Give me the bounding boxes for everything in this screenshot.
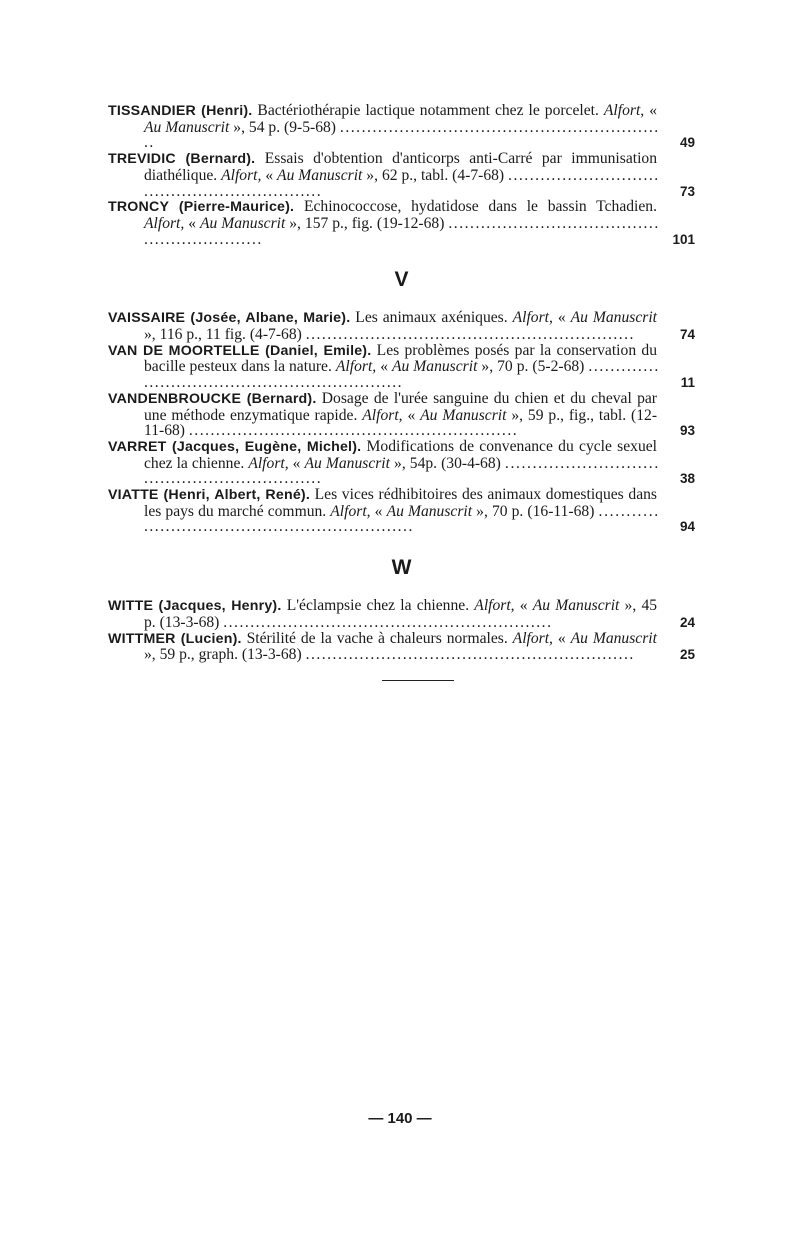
author-name: TRONCY (Pierre-Maurice). [108, 199, 295, 216]
author-name: VAISSAIRE (Josée, Albane, Marie). [108, 310, 351, 327]
author-name: VIATTE (Henri, Albert, René). [108, 487, 310, 504]
bibliography-entry [108, 487, 695, 535]
publisher: « Au Manuscrit », [519, 598, 637, 615]
publisher: « Au Manuscrit », [144, 630, 657, 663]
entry-page-number: 93 [676, 423, 695, 439]
publication-location: Alfort, [248, 454, 289, 472]
entry-page-number: 38 [676, 471, 695, 487]
thesis-title-continued: du cheval par une méthode enzymatique rapide. [144, 390, 657, 424]
pages-and-date: 54p. (30-4-68) [409, 454, 501, 472]
pages-and-date: 62 p., tabl. (4-7-68) [381, 166, 505, 184]
thesis-title: Modifications de convenance [366, 438, 553, 455]
bibliography-entry [108, 310, 695, 342]
section-divider-rule [382, 680, 454, 681]
thesis-title: L'éclampsie chez la chienne. [286, 598, 470, 615]
publisher: « Au Manuscrit », [144, 103, 657, 136]
section-0 [108, 103, 695, 247]
thesis-title-continued: conservation du bacille pesteux dans la nature. [144, 342, 657, 376]
bibliography-entry [108, 631, 695, 663]
author-name: TISSANDIER (Henri). [108, 103, 253, 119]
bibliography-entry [108, 391, 695, 439]
bibliography-entry [108, 439, 695, 487]
entry-page-number: 73 [676, 184, 695, 200]
bibliography-entry [108, 598, 695, 630]
publisher: « Au Manuscrit », [374, 502, 488, 520]
publisher: « Au Manuscrit », [380, 358, 494, 376]
author-name: VAN DE MOORTELLE (Daniel, Emile). [108, 342, 372, 359]
leader-dots [223, 614, 550, 631]
publisher: « Au Manuscrit », [144, 310, 657, 343]
publication-location: Alfort, [221, 166, 262, 184]
author-name: VARRET (Jacques, Eugène, Michel). [108, 438, 362, 455]
entry-page-number: 24 [676, 615, 695, 631]
thesis-title-continued: immunisation diathélique. [144, 151, 657, 184]
thesis-title-continued: domestiques dans les pays du marché commun. [144, 487, 657, 520]
thesis-title: Les problèmes posés par la [376, 342, 552, 359]
thesis-title: Bactériothérapie lactique notamment chez le [257, 103, 540, 119]
entry-page-number: 94 [676, 519, 695, 535]
thesis-title-continued: porcelet. [544, 103, 599, 119]
leader-dots [189, 422, 516, 439]
pages-and-date: 70 p. (5-2-68) [497, 358, 585, 376]
bibliography-entry [108, 343, 695, 391]
publisher: « Au Manuscrit », [292, 454, 406, 472]
thesis-title-continued: du cycle sexuel chez la chienne. [144, 438, 658, 472]
section-2 [108, 556, 695, 663]
pages-and-date: 157 p., fig. (19-12-68) [304, 214, 445, 232]
author-name: WITTE (Jacques, Henry). [108, 598, 282, 615]
pages-and-date: 70 p. (16-11-68) [491, 502, 595, 520]
publisher: « Au Manuscrit », [407, 406, 524, 424]
bibliography-entry [108, 199, 695, 247]
entry-page-number: 25 [676, 647, 695, 663]
leader-dots [306, 326, 633, 343]
entry-page-number: 74 [676, 327, 695, 343]
pages-and-date: 59 p., fig., tabl. (12-11-68) [144, 406, 658, 439]
publication-location: Alfort, [474, 598, 515, 615]
bibliography-entry [108, 151, 695, 199]
thesis-title: Les animaux axéniques. [355, 310, 508, 327]
entry-page-number: 11 [677, 375, 695, 391]
thesis-title: Echinococcose, hydatidose dans le bassin [303, 199, 587, 216]
publisher: « Au Manuscrit », [265, 166, 379, 184]
bibliography-entry [108, 103, 695, 151]
publication-location: Alfort, [362, 406, 403, 424]
pages-and-date: 59 p., graph. (13-3-68) [159, 646, 302, 663]
bibliography-page [108, 103, 695, 663]
publication-location: Alfort, [512, 630, 553, 647]
publication-location: Alfort, [144, 214, 185, 232]
pages-and-date: 45 p. (13-3-68) [144, 598, 658, 631]
publication-location: Alfort, [512, 310, 553, 327]
thesis-title: Essais d'obtention d'anticorps anti-Carré par [264, 151, 562, 168]
thesis-title: Dosage de l'urée sanguine du chien et [321, 390, 565, 407]
publication-location: Alfort, [603, 103, 645, 119]
section-letter-heading: V [394, 268, 409, 292]
page-number-footer: — 140 — [368, 1110, 432, 1127]
author-name: VANDENBROUCKE (Bernard). [108, 390, 317, 407]
pages-and-date: 54 p. (9-5-68) [248, 118, 336, 136]
section-letter-heading: W [391, 556, 412, 580]
thesis-title: Les vices rédhibitoires des animaux [314, 487, 542, 504]
publication-location: Alfort, [335, 358, 377, 376]
thesis-title: Stérilité de la vache à chaleurs normales. [246, 630, 508, 647]
leader-dots [306, 646, 633, 663]
pages-and-date: 116 p., 11 fig. (4-7-68) [159, 326, 302, 343]
thesis-title-continued: Tchadien. [596, 199, 657, 216]
publisher: « Au Manuscrit », [188, 214, 301, 232]
author-name: WITTMER (Lucien). [108, 630, 242, 647]
entry-page-number: 101 [668, 232, 695, 248]
section-1 [108, 268, 695, 535]
publication-location: Alfort, [330, 502, 371, 520]
entry-page-number: 49 [676, 135, 695, 151]
author-name: TREVIDIC (Bernard). [108, 151, 256, 168]
